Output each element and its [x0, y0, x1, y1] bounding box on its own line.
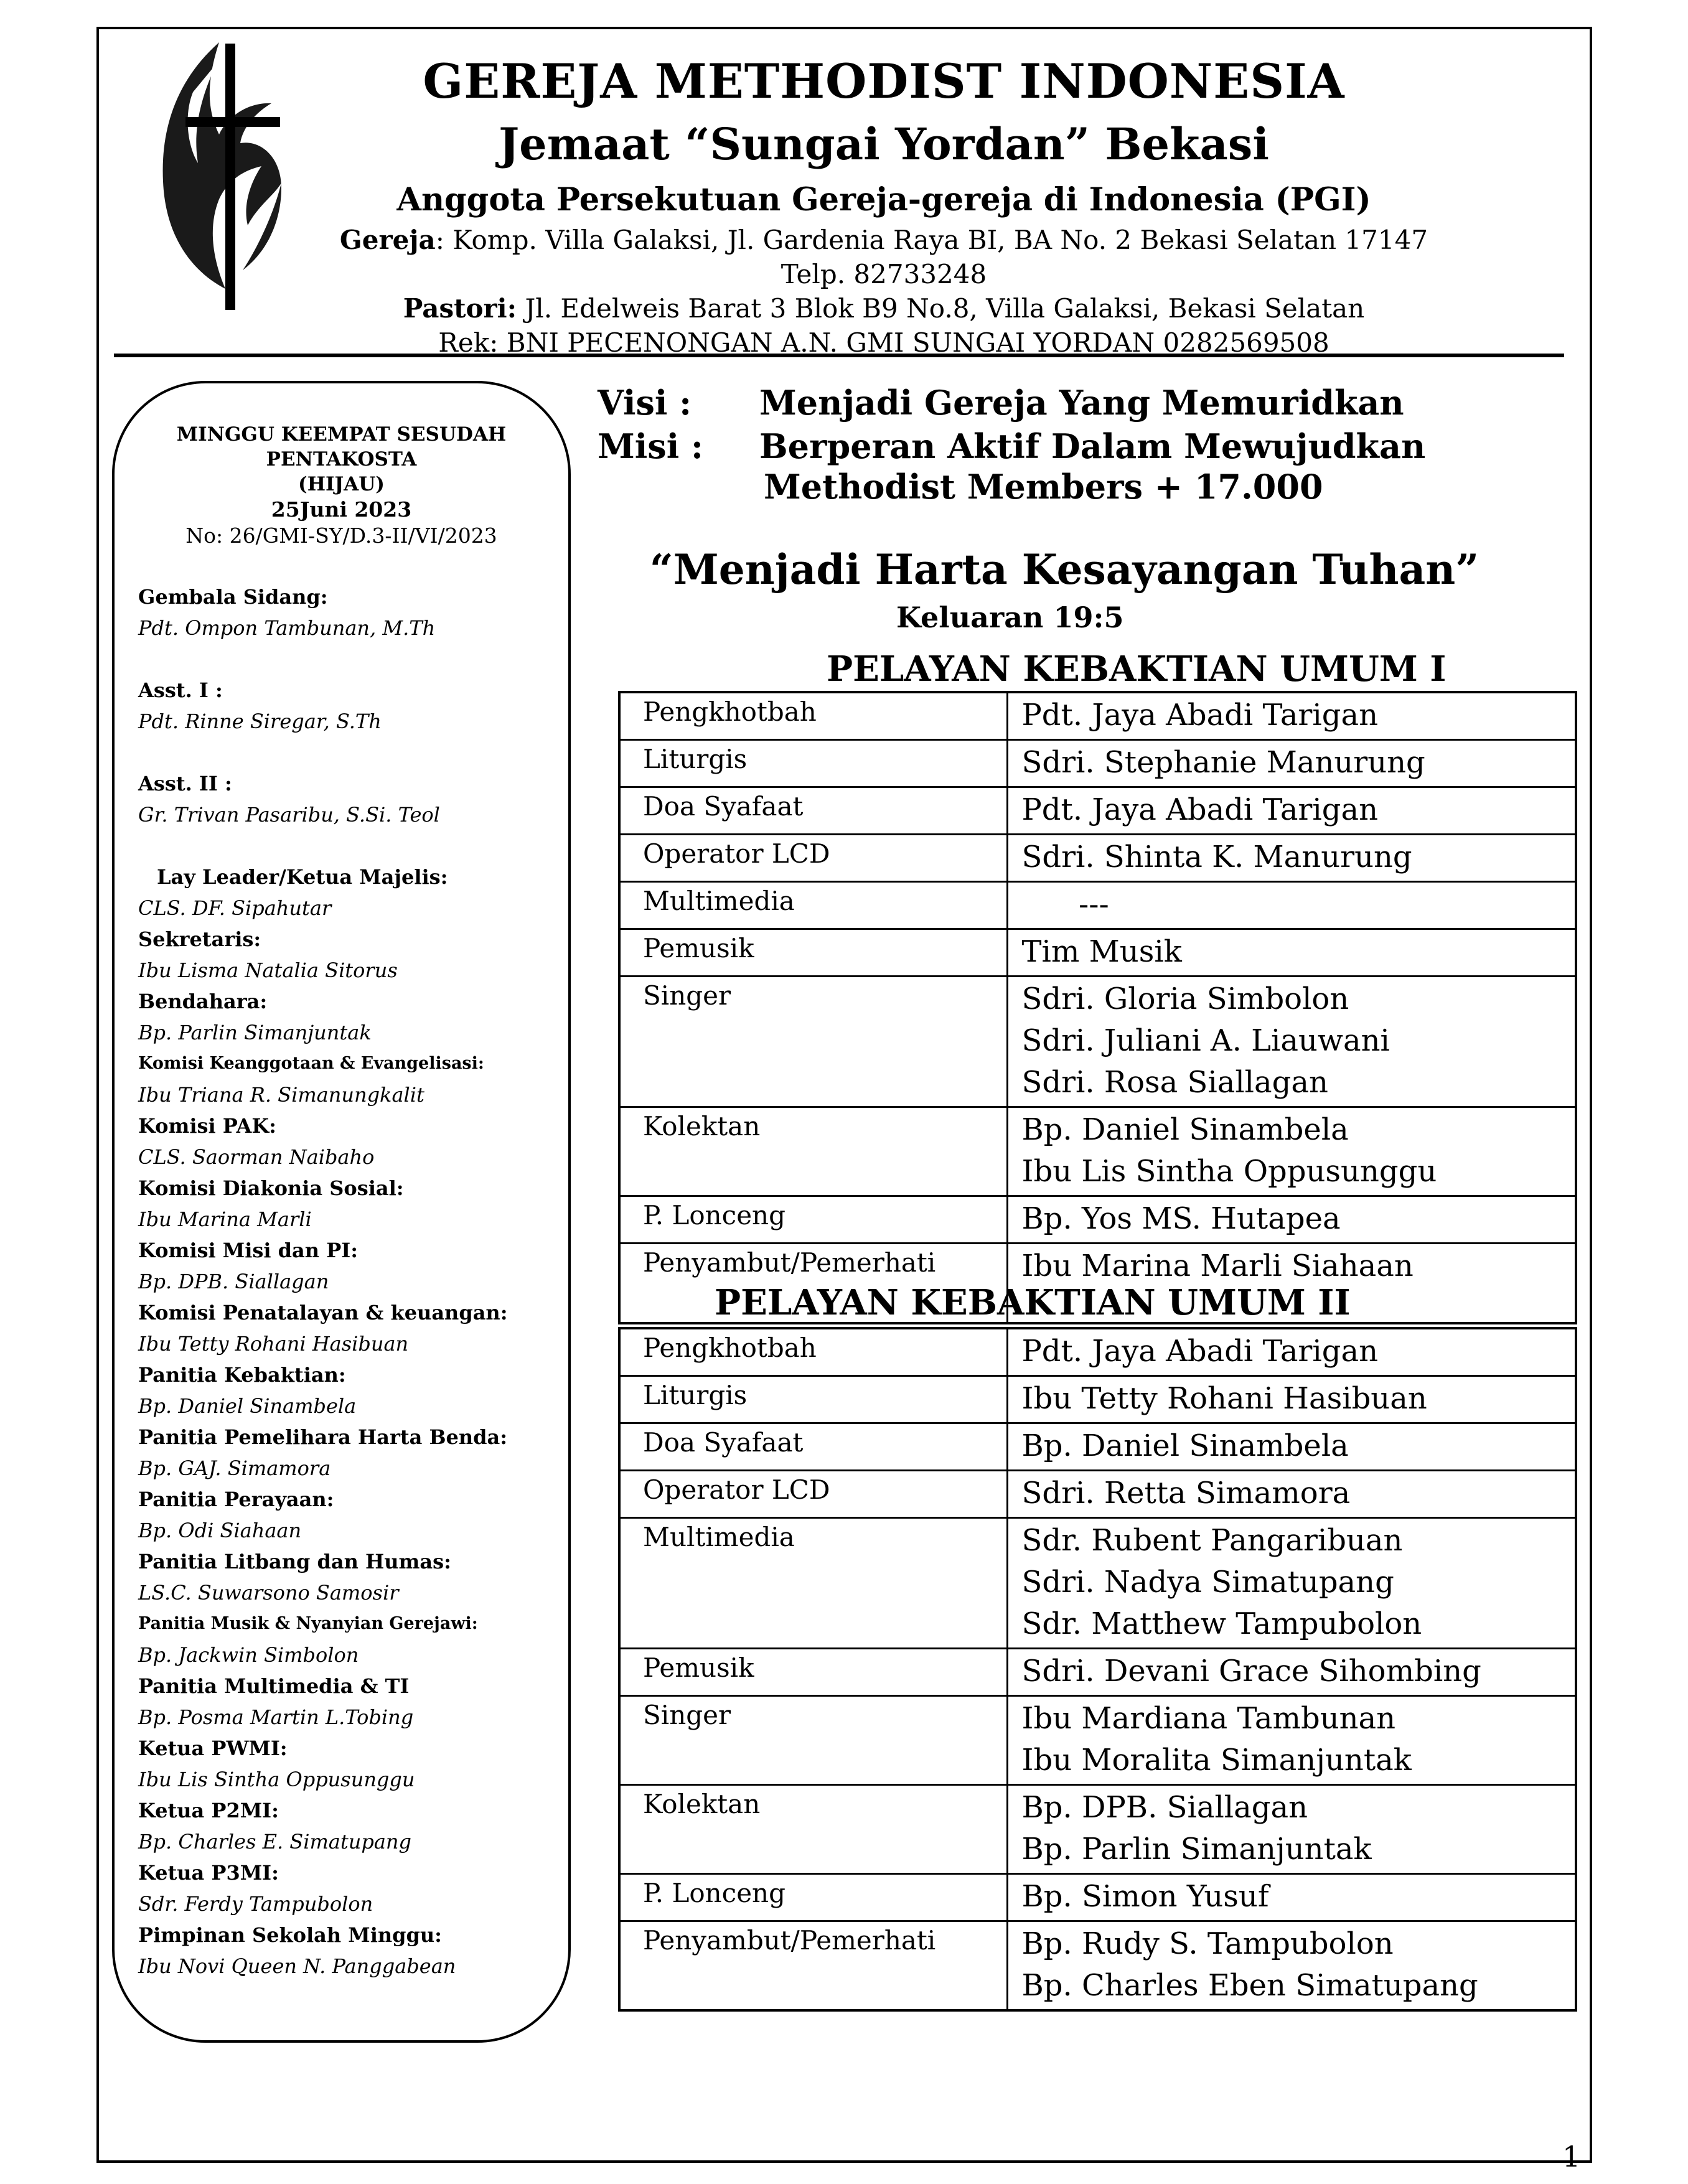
- role-cell: Doa Syafaat: [619, 1423, 1007, 1471]
- liturgical-color: (HIJAU): [298, 473, 385, 495]
- officer-list: [138, 581, 561, 1982]
- table-row: [619, 882, 1576, 929]
- officer-name: Bp. Odi Siahaan: [138, 1519, 302, 1542]
- person-name: Pdt. Jaya Abadi Tarigan: [1021, 1334, 1378, 1369]
- cross-and-flame-logo: [149, 39, 283, 312]
- table-row: [619, 1423, 1576, 1471]
- person-name: Sdri. Juliani A. Liauwani: [1021, 1023, 1390, 1058]
- role-cell: P. Lonceng: [619, 1196, 1007, 1244]
- names-cell: [1007, 929, 1576, 977]
- person-name: Bp. Yos MS. Hutapea: [1021, 1201, 1341, 1236]
- sermon-theme: “Menjadi Harta Kesayangan Tuhan”: [649, 545, 1479, 594]
- parsonage-address: [293, 291, 1475, 326]
- church-name: GEREJA METHODIST INDONESIA: [423, 54, 1345, 109]
- church-address: [293, 223, 1475, 257]
- service-2-roster: [618, 1327, 1577, 2012]
- service-1-roster: [618, 691, 1577, 1324]
- officer-name: Bp. Daniel Sinambela: [138, 1394, 357, 1418]
- officer-title: Bendahara:: [138, 990, 268, 1013]
- person-name: Bp. Rudy S. Tampubolon: [1021, 1926, 1394, 1961]
- names-cell: [1007, 1696, 1576, 1785]
- names-cell: [1007, 1107, 1576, 1196]
- names-cell: [1007, 1921, 1576, 2011]
- officer-name: Bp. DPB. Siallagan: [138, 1270, 329, 1293]
- table-row: [619, 1696, 1576, 1785]
- officer-title: Ketua P2MI:: [138, 1799, 279, 1822]
- role-cell: Singer: [619, 977, 1007, 1107]
- mission-label: Misi :: [598, 426, 703, 466]
- church-address-label: Gereja: [339, 225, 436, 255]
- person-name: Bp. Charles Eben Simatupang: [1021, 1968, 1478, 2003]
- officer-title: Pimpinan Sekolah Minggu:: [138, 1923, 442, 1947]
- person-name: Sdri. Stephanie Manurung: [1021, 745, 1425, 780]
- person-name: Tim Musik: [1021, 934, 1182, 969]
- week-line-2: PENTAKOSTA: [266, 448, 417, 471]
- header-divider: [114, 354, 1564, 357]
- bank-account: Rek: BNI PECENONGAN A.N. GMI SUNGAI YORDAN 0282569508: [438, 327, 1329, 358]
- role-cell: Pengkhotbah: [619, 1328, 1007, 1376]
- week-line-1: MINGGU KEEMPAT SESUDAH: [176, 423, 507, 446]
- person-name: Bp. Simon Yusuf: [1021, 1879, 1269, 1914]
- officer-name: Ibu Lis Sintha Oppusunggu: [138, 1768, 415, 1791]
- officer-title: Ketua PWMI:: [138, 1736, 288, 1760]
- officer-title: Komisi Penatalayan & keuangan:: [138, 1301, 508, 1324]
- person-name: Pdt. Jaya Abadi Tarigan: [1021, 792, 1378, 827]
- names-cell: [1007, 835, 1576, 882]
- officer-name: Ibu Triana R. Simanungkalit: [138, 1083, 424, 1107]
- page-number: 1: [1562, 2140, 1581, 2173]
- person-name: Sdri. Devani Grace Sihombing: [1021, 1654, 1481, 1689]
- role-cell: Penyambut/Pemerhati: [619, 1921, 1007, 2011]
- names-cell: [1007, 1423, 1576, 1471]
- names-cell: [1007, 1785, 1576, 1874]
- parsonage-label: Pastori:: [403, 293, 517, 324]
- parsonage-address-text: Jl. Edelweis Barat 3 Blok B9 No.8, Villa Galaksi, Bekasi Selatan: [517, 293, 1365, 324]
- role-cell: Multimedia: [619, 1518, 1007, 1649]
- names-cell: [1007, 1196, 1576, 1244]
- role-cell: Pengkhotbah: [619, 692, 1007, 740]
- church-header: [293, 49, 1475, 360]
- officer-title: Komisi PAK:: [138, 1114, 276, 1138]
- person-name: Ibu Tetty Rohani Hasibuan: [1021, 1381, 1427, 1416]
- officer-name: CLS. DF. Sipahutar: [138, 896, 332, 920]
- table-row: [619, 1196, 1576, 1244]
- service-date: 25Juni 2023: [271, 497, 412, 522]
- names-cell: [1007, 1376, 1576, 1423]
- role-cell: Operator LCD: [619, 1471, 1007, 1518]
- person-name: ---: [1021, 887, 1109, 922]
- person-name: Ibu Marina Marli Siahaan: [1021, 1249, 1414, 1283]
- names-cell: [1007, 787, 1576, 835]
- person-name: Bp. DPB. Siallagan: [1021, 1790, 1308, 1825]
- mission-text: Berperan Aktif Dalam Mewujudkan: [759, 426, 1426, 466]
- table-row: [619, 835, 1576, 882]
- officer-title: Lay Leader/Ketua Majelis:: [157, 865, 448, 889]
- officer-name: Ibu Marina Marli: [138, 1207, 312, 1231]
- officer-name: Ibu Lisma Natalia Sitorus: [138, 958, 398, 982]
- person-name: Bp. Parlin Simanjuntak: [1021, 1832, 1372, 1867]
- person-name: Ibu Mardiana Tambunan: [1021, 1701, 1396, 1736]
- officer-name: Ibu Novi Queen N. Panggabean: [138, 1954, 456, 1978]
- officer-name: Bp. Parlin Simanjuntak: [138, 1021, 372, 1044]
- officer-name: Bp. Posma Martin L.Tobing: [138, 1705, 414, 1729]
- officer-name: Gr. Trivan Pasaribu, S.Si. Teol: [138, 803, 440, 827]
- person-name: Ibu Moralita Simanjuntak: [1021, 1743, 1412, 1778]
- sidebar-panel: [112, 381, 571, 2043]
- role-cell: Operator LCD: [619, 835, 1007, 882]
- role-cell: Singer: [619, 1696, 1007, 1785]
- table-row: [619, 1376, 1576, 1423]
- role-cell: Kolektan: [619, 1785, 1007, 1874]
- names-cell: [1007, 1518, 1576, 1649]
- role-cell: Liturgis: [619, 1376, 1007, 1423]
- officer-name: Pdt. Ompon Tambunan, M.Th: [138, 616, 436, 640]
- vision-mission: [598, 381, 1425, 507]
- person-name: Sdr. Rubent Pangaribuan: [1021, 1523, 1403, 1558]
- names-cell: [1007, 977, 1576, 1107]
- church-address-text: : Komp. Villa Galaksi, Jl. Gardenia Raya BI, BA No. 2 Bekasi Selatan 17147: [435, 225, 1428, 255]
- role-cell: Multimedia: [619, 882, 1007, 929]
- officer-name: Ibu Tetty Rohani Hasibuan: [138, 1332, 409, 1356]
- names-cell: [1007, 740, 1576, 787]
- officer-title: Panitia Pemelihara Harta Benda:: [138, 1425, 508, 1449]
- officer-title: Komisi Misi dan PI:: [138, 1239, 359, 1262]
- table-row: [619, 1921, 1576, 2011]
- table-row: [619, 740, 1576, 787]
- document-number: No: 26/GMI-SY/D.3-II/VI/2023: [185, 523, 497, 548]
- officer-name: Bp. GAJ. Simamora: [138, 1456, 331, 1480]
- table-row: [619, 1518, 1576, 1649]
- mission-row: [598, 424, 1425, 468]
- officer-title: Komisi Diakonia Sosial:: [138, 1176, 404, 1200]
- names-cell: [1007, 1471, 1576, 1518]
- table-row: [619, 1328, 1576, 1376]
- service-1-title: PELAYAN KEBAKTIAN UMUM I: [827, 649, 1447, 690]
- role-cell: P. Lonceng: [619, 1874, 1007, 1921]
- table-row: [619, 1649, 1576, 1696]
- phone: Telp. 82733248: [781, 259, 987, 289]
- role-cell: Penyambut/Pemerhati: [619, 1244, 1007, 1323]
- vision-text: Menjadi Gereja Yang Memuridkan: [759, 383, 1404, 423]
- person-name: Sdr. Matthew Tampubolon: [1021, 1606, 1422, 1641]
- officer-name: LS.C. Suwarsono Samosir: [138, 1581, 399, 1605]
- table-row: [619, 977, 1576, 1107]
- person-name: Sdri. Retta Simamora: [1021, 1476, 1351, 1511]
- person-name: Ibu Lis Sintha Oppusunggu: [1021, 1154, 1437, 1189]
- officer-title: Gembala Sidang:: [138, 585, 328, 609]
- names-cell: [1007, 692, 1576, 740]
- officer-title: Sekretaris:: [138, 927, 261, 951]
- names-cell: [1007, 882, 1576, 929]
- role-cell: Pemusik: [619, 1649, 1007, 1696]
- liturgical-week: [115, 422, 568, 549]
- role-cell: Kolektan: [619, 1107, 1007, 1196]
- officer-name: Bp. Jackwin Simbolon: [138, 1643, 359, 1667]
- mission-text-continued: Methodist Members + 17.000: [764, 467, 1323, 507]
- role-cell: Liturgis: [619, 740, 1007, 787]
- vision-label: Visi :: [598, 383, 692, 423]
- names-cell: [1007, 1649, 1576, 1696]
- officer-title: Panitia Musik & Nyanyian Gerejawi:: [138, 1614, 478, 1633]
- person-name: Bp. Daniel Sinambela: [1021, 1428, 1349, 1463]
- person-name: Sdri. Rosa Siallagan: [1021, 1065, 1328, 1100]
- table-row: [619, 787, 1576, 835]
- officer-title: Panitia Kebaktian:: [138, 1363, 346, 1387]
- officer-title: Panitia Multimedia & TI: [138, 1674, 410, 1698]
- officer-name: Sdr. Ferdy Tampubolon: [138, 1892, 373, 1916]
- names-cell: [1007, 1328, 1576, 1376]
- table-row: [619, 1785, 1576, 1874]
- officer-title: Panitia Perayaan:: [138, 1488, 334, 1511]
- table-row: [619, 1874, 1576, 1921]
- officer-title: Panitia Litbang dan Humas:: [138, 1550, 451, 1573]
- person-name: Pdt. Jaya Abadi Tarigan: [1021, 698, 1378, 733]
- table-row: [619, 692, 1576, 740]
- role-cell: Pemusik: [619, 929, 1007, 977]
- names-cell: [1007, 1874, 1576, 1921]
- table-row: [619, 1471, 1576, 1518]
- officer-name: CLS. Saorman Naibaho: [138, 1145, 375, 1169]
- person-name: Sdri. Nadya Simatupang: [1021, 1565, 1394, 1600]
- service-2-title: PELAYAN KEBAKTIAN UMUM II: [715, 1282, 1351, 1323]
- person-name: Sdri. Gloria Simbolon: [1021, 982, 1349, 1016]
- officer-name: Pdt. Rinne Siregar, S.Th: [138, 710, 382, 733]
- person-name: Bp. Daniel Sinambela: [1021, 1112, 1349, 1147]
- person-name: Sdri. Shinta K. Manurung: [1021, 840, 1412, 874]
- officer-title: Asst. II :: [138, 772, 232, 795]
- officer-title: Asst. I :: [138, 678, 223, 702]
- scripture-reference: Keluaran 19:5: [896, 601, 1124, 634]
- membership-line: Anggota Persekutuan Gereja-gereja di Indonesia (PGI): [396, 181, 1371, 218]
- table-row: [619, 929, 1576, 977]
- officer-title: Ketua P3MI:: [138, 1861, 279, 1885]
- vision-row: [598, 381, 1425, 424]
- officer-name: Bp. Charles E. Simatupang: [138, 1830, 411, 1854]
- role-cell: Doa Syafaat: [619, 787, 1007, 835]
- congregation-name: Jemaat “Sungai Yordan” Bekasi: [499, 118, 1269, 170]
- officer-title: Komisi Keanggotaan & Evangelisasi:: [138, 1054, 484, 1073]
- table-row: [619, 1107, 1576, 1196]
